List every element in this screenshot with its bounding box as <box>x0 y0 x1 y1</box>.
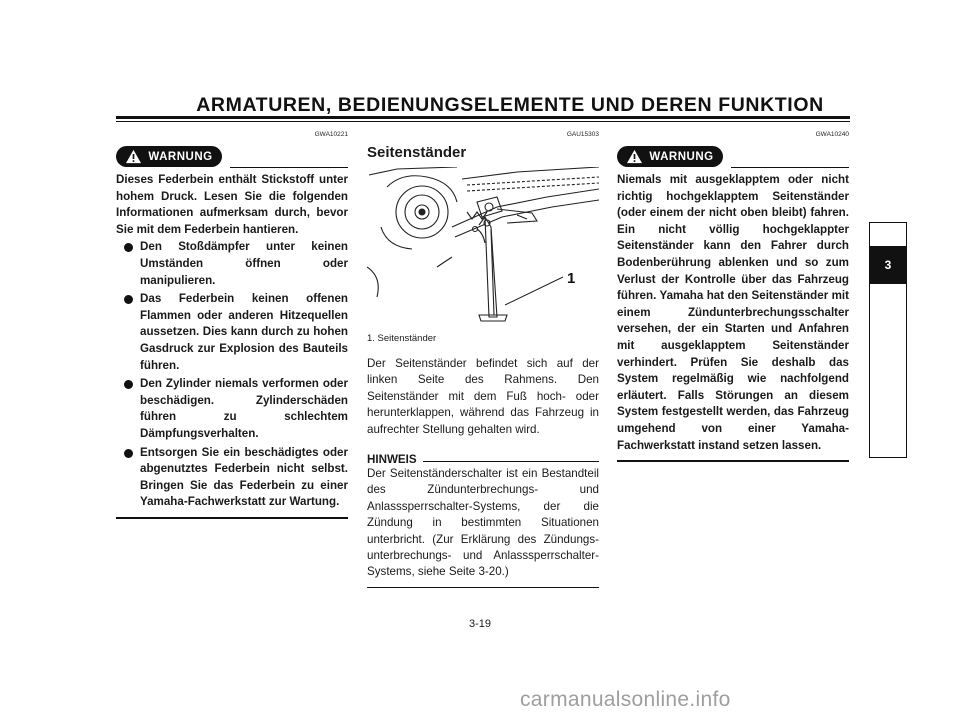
list-item <box>116 239 348 289</box>
body-paragraph: Der Seitenständer befindet sich auf der linken Seite des Rahmens. Den Seitenständer mit dem Fuß hoch- oder herunterklappen, während das Fahrzeug in aufrechter Stellung gehalten wird. <box>367 357 599 436</box>
section-title: Seitenständer <box>367 144 467 161</box>
warning-text: Niemals mit ausgeklapptem oder nicht richtig hochgeklapptem Seitenständer (oder einem der nicht oben bleibt) fahren. Ein nicht völlig hochgeklappter Seitenständer kann den Fahrer durch Bodenberührung ablenken und so zum Verlust der Kontrolle über das Fahrzeug führen. Yamaha hat den Seitenständer mit einem Zündunterbrechungsschalter versehen, der ein Starten und Anfahren mit ausgeklapptem Seitenständer verhindert. Prüfen Sie deshalb das System regelmäßig wie nachfolgend erläutert. Falls Störungen an diesem System festgestellt werden, das Fahrzeug umgehend von einer Yamaha-Fachwerkstatt instand setzen lassen. <box>617 173 849 452</box>
list-item <box>116 376 348 442</box>
list-item <box>116 445 348 511</box>
chapter-tab[interactable] <box>869 246 907 284</box>
page-header-title: ARMATUREN, BEDIENUNGSELEMENTE UND DEREN FUNKTION <box>196 94 824 116</box>
page-number: 3-19 <box>468 618 492 630</box>
column-middle <box>367 131 599 588</box>
bullet-text: Entsorgen Sie ein beschädigtes oder abgenutztes Federbein nicht selbst. Bringen Sie das Federbein zu einer Yamaha-Fachwerkstatt zur Wartung. <box>140 445 348 509</box>
warning-end-rule <box>116 517 348 519</box>
warning-badge <box>617 146 723 167</box>
figure-caption: 1. Seitenständer <box>367 333 437 344</box>
note-end-rule <box>367 587 599 588</box>
warning-code: GWA10221 <box>314 131 348 138</box>
column-left <box>116 131 348 519</box>
note-label: HINWEIS <box>367 453 423 466</box>
bullet-icon <box>124 243 133 252</box>
figure-callout-number: 1 <box>567 270 576 287</box>
watermark: carmanualsonline.info <box>520 688 731 711</box>
bullet-icon <box>124 295 133 304</box>
bullet-icon <box>124 380 133 389</box>
note-text: Der Seitenständerschalter ist ein Bestandteil des Zündunterbrechungs- und Anlasssperrschalter-Systems, der die Zündung in bestimmten Situationen unterbricht. (Zur Erklärung des Zündungs- unterbrechungs- und Anlasssperrschalter-Systems, siehe Seite 3-20.) <box>367 467 599 579</box>
sidestand-drawing <box>367 167 599 327</box>
warning-badge <box>116 146 222 167</box>
warning-triangle-icon <box>626 149 643 164</box>
warning-code: GWA10240 <box>815 131 849 138</box>
column-right <box>617 131 849 462</box>
header-rule-thin <box>116 121 850 122</box>
warning-label: WARNUNG <box>148 150 213 163</box>
header-rule-thick <box>116 116 850 119</box>
warning-triangle-icon <box>125 149 142 164</box>
warning-bullet-list <box>116 239 348 511</box>
sidestand-illustration <box>367 167 599 327</box>
bullet-text: Den Stoßdämpfer unter keinen Umständen öffnen oder manipulieren. <box>140 240 348 287</box>
note-header <box>367 450 599 466</box>
warning-label: WARNUNG <box>649 150 714 163</box>
warning-header <box>617 146 849 172</box>
warning-end-rule <box>617 460 849 462</box>
warning-rule <box>230 167 348 168</box>
warning-intro: Dieses Federbein enthält Stickstoff unter hohem Druck. Lesen Sie die folgenden Informationen aufmerksam durch, bevor Sie mit dem Federbein hantieren. <box>116 173 348 236</box>
list-item <box>116 291 348 374</box>
bullet-text: Das Federbein keinen offenen Flammen oder anderen Hitzequellen aussetzen. Dies kann durch zu hohen Gasdruck zur Explosion des Bauteils führen. <box>140 292 348 372</box>
warning-header <box>116 146 348 172</box>
bullet-text: Den Zylinder niemals verformen oder beschädigen. Zylinderschäden führen zu schlechtem Dämpfungsverhalten. <box>140 377 348 440</box>
section-code: GAU15303 <box>566 131 599 138</box>
bullet-icon <box>124 449 133 458</box>
warning-rule <box>731 167 849 168</box>
chapter-number: 3 <box>884 258 892 272</box>
